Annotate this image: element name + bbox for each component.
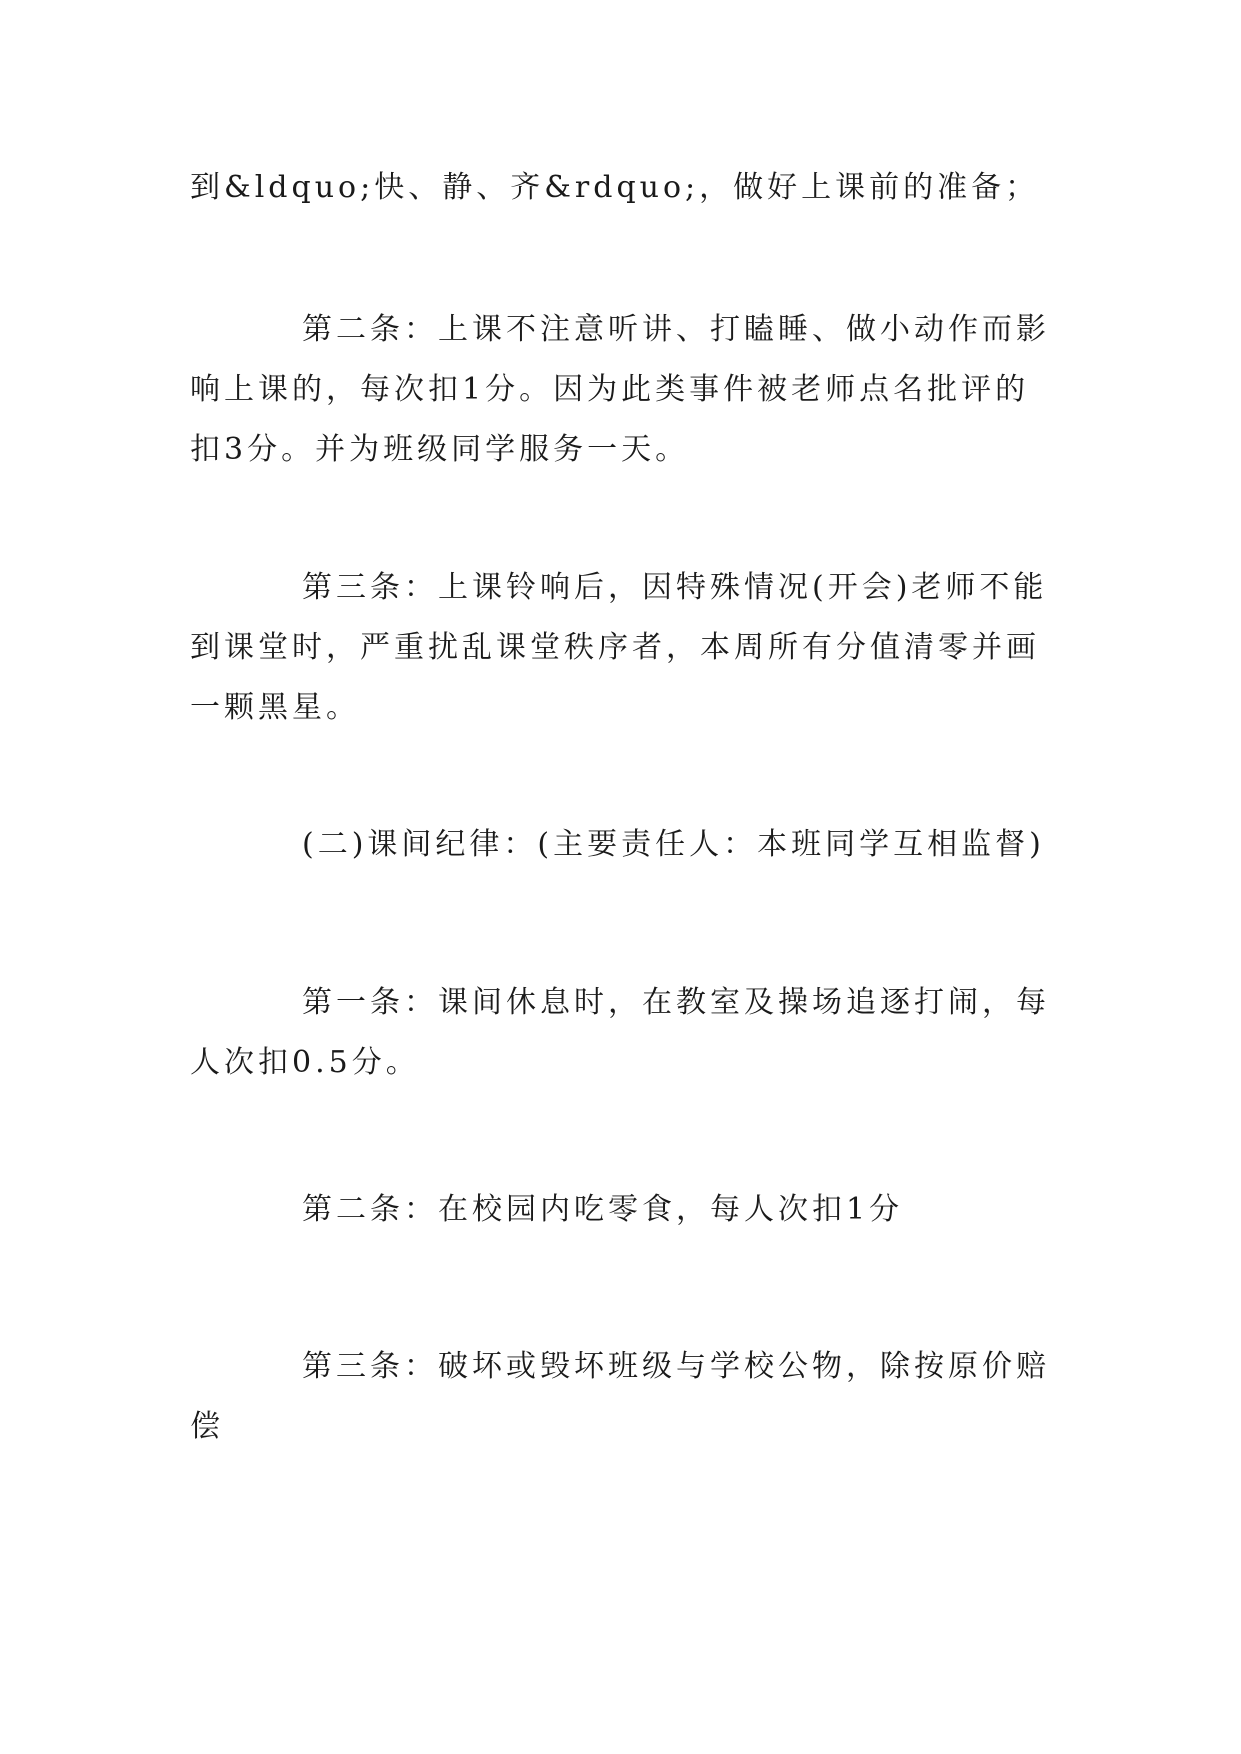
paragraph-rule-3-break: 第三条：破坏或毁坏班级与学校公物，除按原价赔偿: [190, 1349, 1050, 1444]
paragraph-rule-1-break: 第一条：课间休息时，在教室及操场追逐打闹，每人次扣0.5分。: [190, 985, 1050, 1080]
paragraph-rule-2-break: 第二条：在校园内吃零食，每人次扣1分: [302, 1192, 904, 1227]
section-heading-break-discipline: (二)课间纪律：(主要责任人：本班同学互相监督): [302, 827, 1045, 862]
paragraph-rule-3-class: 第三条：上课铃响后，因特殊情况(开会)老师不能到课堂时，严重扰乱课堂秩序者，本周所有分值清零并画一颗黑星。: [190, 570, 1048, 725]
paragraph-rule-2-class: 第二条：上课不注意听讲、打瞌睡、做小动作而影响上课的，每次扣1分。因为此类事件被老师点名批评的扣3分。并为班级同学服务一天。: [190, 312, 1050, 467]
paragraph-continuation: 到&ldquo;快、静、齐&rdquo;，做好上课前的准备；: [190, 170, 1040, 205]
